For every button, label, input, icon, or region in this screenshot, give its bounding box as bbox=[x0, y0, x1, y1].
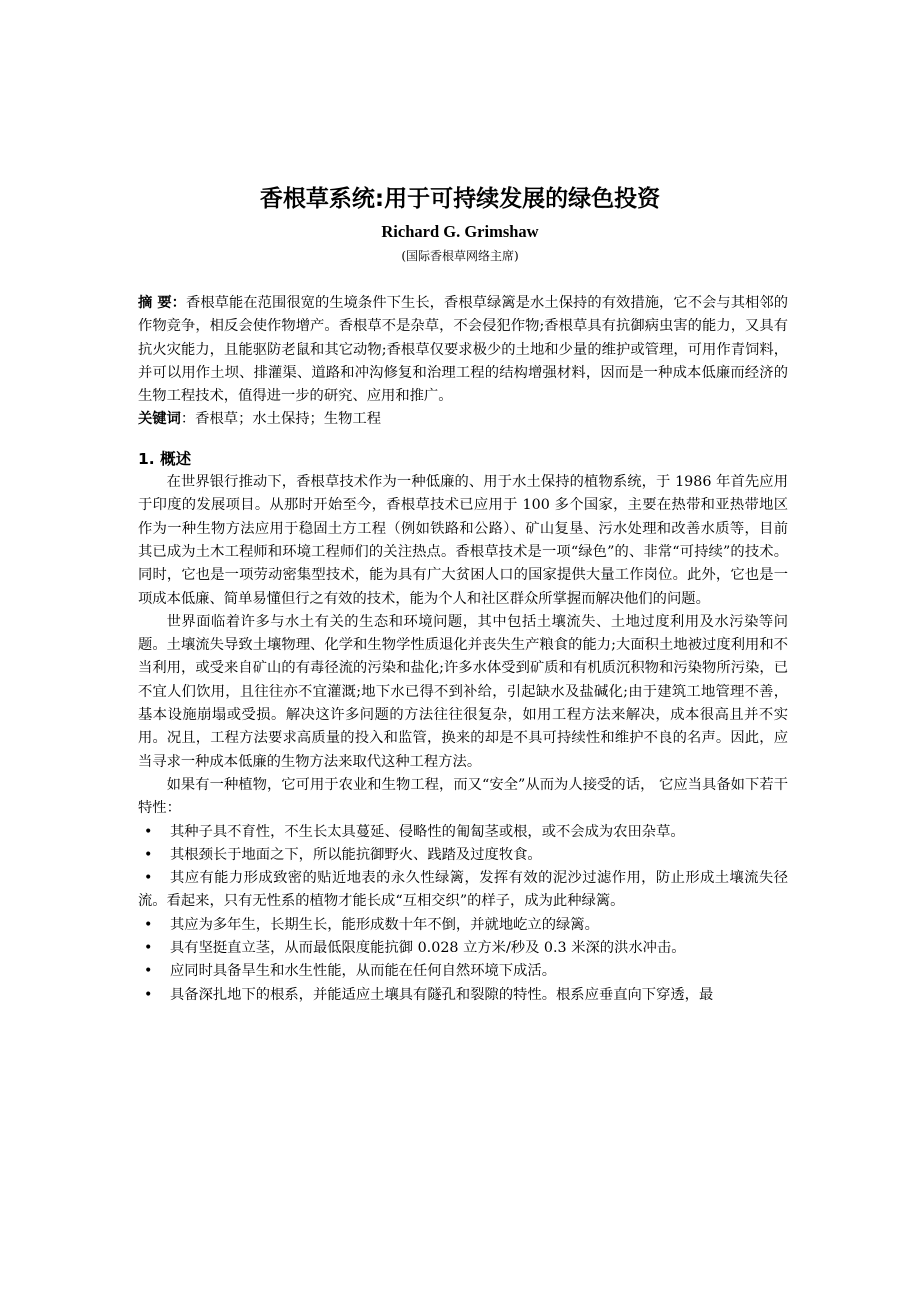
list-item bbox=[138, 867, 788, 914]
list-item bbox=[138, 821, 788, 844]
abstract-text: 香根草能在范围很宽的生境条件下生长，香根草绿篱是水土保持的有效措施，它不会与其相邻的作物竞争，相反会使作物增产。香根草不是杂草，不会侵犯作物;香根草具有抗御病虫害的能力，又具有抗火灾能力，且能驱防老鼠和其它动物;香根草仅要求极少的土地和少量的维护或管理，可用作青饲料，并可以用作土坝、排灌渠、道路和冲沟修复和治理工程的结构增强材料，因而是一种成本低廉而经济的生物工程技术，值得进一步的研究、应用和推广。 bbox=[138, 295, 788, 405]
list-item bbox=[138, 914, 788, 937]
list-item bbox=[138, 984, 788, 1007]
keywords-text: ：香根草；水土保持；生物工程 bbox=[180, 411, 382, 428]
bullet-marker: • bbox=[144, 846, 153, 863]
list-item-text: 具有坚挺直立茎，从而最低限度能抗御 0.028 立方米/秒及 0.3 米深的洪水冲击。 bbox=[170, 940, 686, 957]
author-name: Richard G. Grimshaw bbox=[381, 222, 539, 241]
author-affiliation: (国际香根草网络主席) bbox=[401, 249, 519, 263]
list-item bbox=[138, 960, 788, 983]
bullet-marker: • bbox=[144, 823, 153, 840]
list-item bbox=[138, 937, 788, 960]
paragraph: 在世界银行推动下，香根草技术作为一种低廉的、用于水土保持的植物系统，于 1986 年首先应用于印度的发展项目。从那时开始至今，香根草技术已应用于 100 多个国家，主要在热带和亚热带地区作为一种生物方法应用于稳固土方工程（例如铁路和公路）、矿山复垦、污水处理和改善水质等，目前其已成为土木工程师和环境工程师们的关注热点。香根草技术是一项“绿色”的、非常“可持续”的技术。同时，它也是一项劳动密集型技术，能为具有广大贫困人口的国家提供大量工作岗位。此外，它也是一项成本低廉、简单易懂但行之有效的技术，能为个人和社区群众所掌握而解决他们的问题。 bbox=[138, 474, 788, 607]
abstract-label: 摘 要： bbox=[138, 295, 187, 311]
list-item bbox=[138, 844, 788, 867]
bullet-marker: • bbox=[144, 986, 153, 1003]
list-item-text: 其应为多年生，长期生长，能形成数十年不倒，并就地屹立的绿篱。 bbox=[170, 916, 599, 933]
paragraph: 如果有一种植物，它可用于农业和生物工程，而又“安全”从而为人接受的话， 它应当具备如下若干特性： bbox=[138, 776, 788, 817]
document-title: 香根草系统:用于可持续发展的绿色投资 bbox=[259, 186, 661, 212]
document-body bbox=[138, 292, 788, 1007]
bullet-marker: • bbox=[144, 916, 153, 933]
bullet-marker: • bbox=[144, 870, 153, 887]
abstract bbox=[138, 292, 788, 408]
paragraph: 世界面临着许多与水土有关的生态和环境问题，其中包括土壤流失、土地过度利用及水污染等问题。土壤流失导致土壤物理、化学和生物学性质退化并丧失生产粮食的能力;大面积土地被过度利用和不当利用，或受来自矿山的有毒径流的污染和盐化;许多水体受到矿质和有机质沉积物和污染物所污染，已不宜人们饮用，且往往亦不宜灌溉;地下水已得不到补给，引起缺水及盐碱化;由于建筑工地管理不善，基本设施崩塌或受损。解决这许多问题的方法往往很复杂，如用工程方法来解决，成本很高且并不实用。况且，工程方法要求高质量的投入和监管，换来的却是不具可持续性和维护不良的名声。因此，应当寻求一种成本低廉的生物方法来取代这种工程方法。 bbox=[138, 613, 788, 770]
keywords-label: 关键词 bbox=[138, 411, 181, 428]
bullet-marker: • bbox=[144, 940, 153, 957]
bullet-marker: • bbox=[144, 963, 153, 980]
list-item-text: 应同时具备旱生和水生性能，从而能在任何自然环境下成活。 bbox=[170, 963, 557, 980]
list-item-text: 其根颈长于地面之下，所以能抗御野火、践踏及过度牧食。 bbox=[170, 846, 542, 863]
traits-list bbox=[138, 821, 788, 1007]
list-item-text: 其种子具不育性，不生长太具蔓延、侵略性的匍匐茎或根，或不会成为农田杂草。 bbox=[170, 823, 685, 840]
keywords bbox=[138, 408, 788, 431]
list-item-text: 具备深扎地下的根系，并能适应土壤具有隧孔和裂隙的特性。根系应垂直向下穿透，最 bbox=[170, 986, 714, 1003]
list-item-text: 其应有能力形成致密的贴近地表的永久性绿篱，发挥有效的泥沙过滤作用，防止形成土壤流失径流。看起来，只有无性系的植物才能长成“互相交织”的样子，成为此种绿篱。 bbox=[138, 870, 788, 910]
section-heading: 1. 概述 bbox=[138, 449, 192, 468]
